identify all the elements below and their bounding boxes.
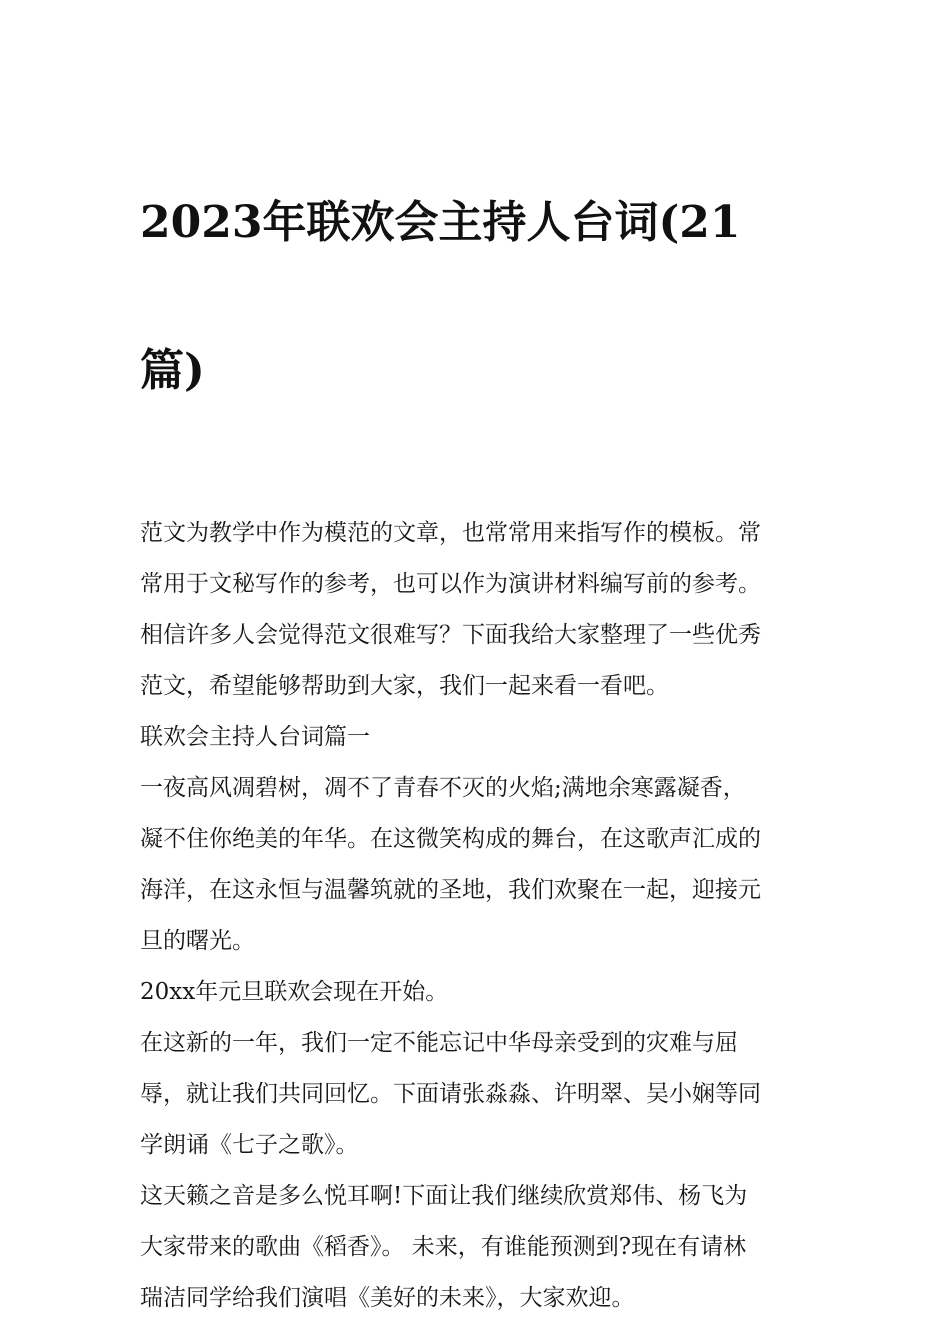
body-paragraph [140,1018,815,1171]
text-line: 20xx年元旦联欢会现在开始。 [140,979,449,1005]
body-paragraph [140,967,815,1018]
text-line: 范文，希望能够帮助到大家，我们一起来看一看吧。 [140,673,669,699]
title-line: 2023年联欢会主持人台词(21 [140,197,741,248]
text-line: 联欢会主持人台词篇一 [140,724,370,750]
text-line: 学朗诵《七子之歌》。 [140,1132,359,1158]
text-line: 在这新的一年，我们一定不能忘记中华母亲受到的灾难与屈 [140,1030,738,1056]
text-line: 凝不住你绝美的年华。在这微笑构成的舞台，在这歌声汇成的 [140,826,761,852]
body-paragraph [140,1171,815,1324]
text-line: 相信许多人会觉得范文很难写？下面我给大家整理了一些优秀 [140,622,761,648]
document-content [140,112,815,1324]
document-title [140,112,815,482]
text-line: 海洋，在这永恒与温馨筑就的圣地，我们欢聚在一起，迎接元 [140,877,761,903]
title-line: 篇) [140,345,205,396]
text-line: 瑞洁同学给我们演唱《美好的未来》，大家欢迎。 [140,1285,635,1311]
text-line: 大家带来的歌曲《稻香》。 未来，有谁能预测到?现在有请林 [140,1234,747,1260]
section-heading [140,712,815,763]
body-paragraph [140,763,815,967]
text-line: 范文为教学中作为模范的文章，也常常用来指写作的模板。常 [140,520,761,546]
text-line: 一夜高风凋碧树，凋不了青春不灭的火焰;满地余寒露凝香， [140,775,746,801]
document-body [140,508,815,1324]
text-line: 辱，就让我们共同回忆。下面请张淼淼、许明翠、吴小娴等同 [140,1081,761,1107]
text-line: 这天籁之音是多么悦耳啊!下面让我们继续欣赏郑伟、杨飞为 [140,1183,748,1209]
intro-paragraph [140,508,815,712]
text-line: 旦的曙光。 [140,928,255,954]
text-line: 常用于文秘写作的参考，也可以作为演讲材料编写前的参考。 [140,571,761,597]
